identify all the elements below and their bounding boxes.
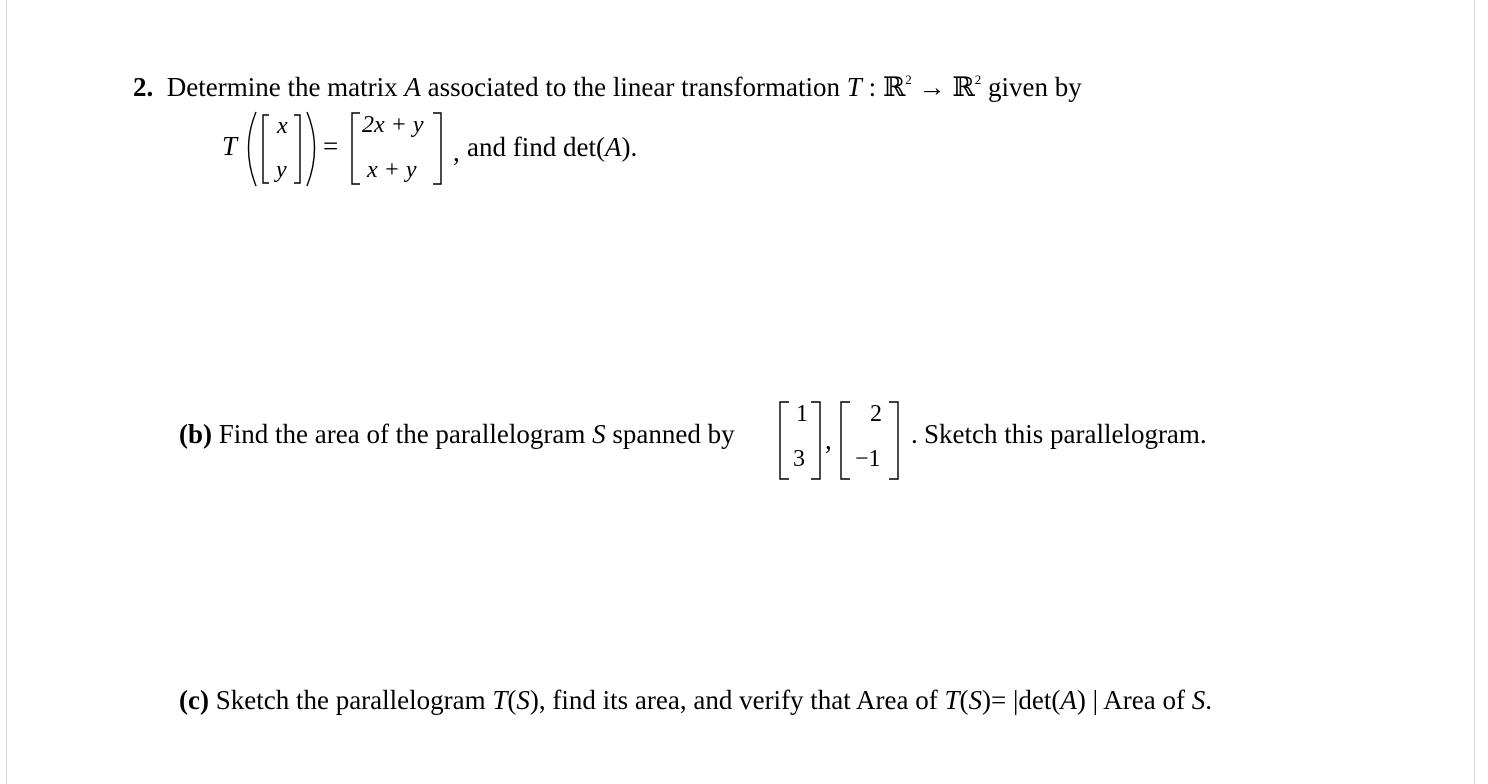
- vector2-bottom: −1: [855, 446, 881, 472]
- q2-assoc: associated to the linear transformation: [420, 72, 847, 102]
- q2-r1: ℝ: [882, 72, 906, 102]
- vector-comma: ,: [825, 425, 832, 455]
- part-c-s1: S: [516, 685, 530, 715]
- output-bottom: x + y: [367, 157, 417, 183]
- part-b-sketch: Sketch this parallelogram.: [924, 419, 1207, 449]
- det-a: A: [604, 132, 622, 162]
- vector2-top: 2: [870, 401, 882, 427]
- formula-comma: ,: [453, 137, 460, 167]
- part-c-line: (c) Sketch the parallelogram T(S), find its area, and verify that Area of T(S)= |det(A) | Area of S.: [179, 685, 1212, 715]
- part-c-t1: T: [492, 685, 508, 715]
- q2-arrow: →: [911, 72, 953, 102]
- formula-and-find: [467, 132, 637, 163]
- part-c-a: A: [1060, 685, 1077, 715]
- q2-colon: :: [861, 72, 883, 102]
- part-c-s3: S: [1191, 685, 1206, 715]
- part-c-end: .: [1205, 685, 1212, 715]
- formula-t: T: [222, 131, 238, 161]
- part-c-s2: S: [968, 685, 983, 715]
- input-y: y: [276, 157, 287, 183]
- q2-given-by: given by: [981, 72, 1082, 102]
- formula-equals: =: [323, 131, 339, 161]
- vector1-bottom: 3: [793, 446, 805, 472]
- part-c-text2: , find its area, and verify that Area of: [538, 685, 945, 715]
- part-b-dot: .: [911, 419, 918, 449]
- q2-exp2: 2: [974, 72, 982, 87]
- q2-exp1: 2: [905, 72, 912, 87]
- q2-intro: Determine the matrix: [166, 72, 405, 102]
- part-b-s: S: [592, 419, 606, 449]
- q2-t: T: [846, 72, 862, 102]
- question-number: 2.: [133, 72, 154, 102]
- part-b-text: Find the area of the parallelogram: [212, 419, 593, 449]
- q2-r2: ℝ: [952, 72, 975, 102]
- input-x: x: [277, 113, 288, 139]
- q2-matrix-a: A: [404, 72, 421, 102]
- part-c-t2: T: [944, 685, 960, 715]
- part-c-label: (c): [179, 685, 209, 715]
- output-top: 2x + y: [362, 112, 424, 138]
- part-b-label: (b): [179, 419, 212, 449]
- part-c-text1: Sketch the parallelogram: [208, 685, 493, 715]
- vector1-top: 1: [796, 401, 808, 427]
- part-c-text3: ) | Area of: [1076, 685, 1192, 715]
- part-c-eq: = |det(: [991, 685, 1061, 715]
- and-find-text: and find det(: [467, 132, 605, 162]
- det-close: ).: [621, 132, 638, 162]
- part-b-line: [179, 419, 735, 450]
- part-b-spanned: spanned by: [605, 419, 735, 449]
